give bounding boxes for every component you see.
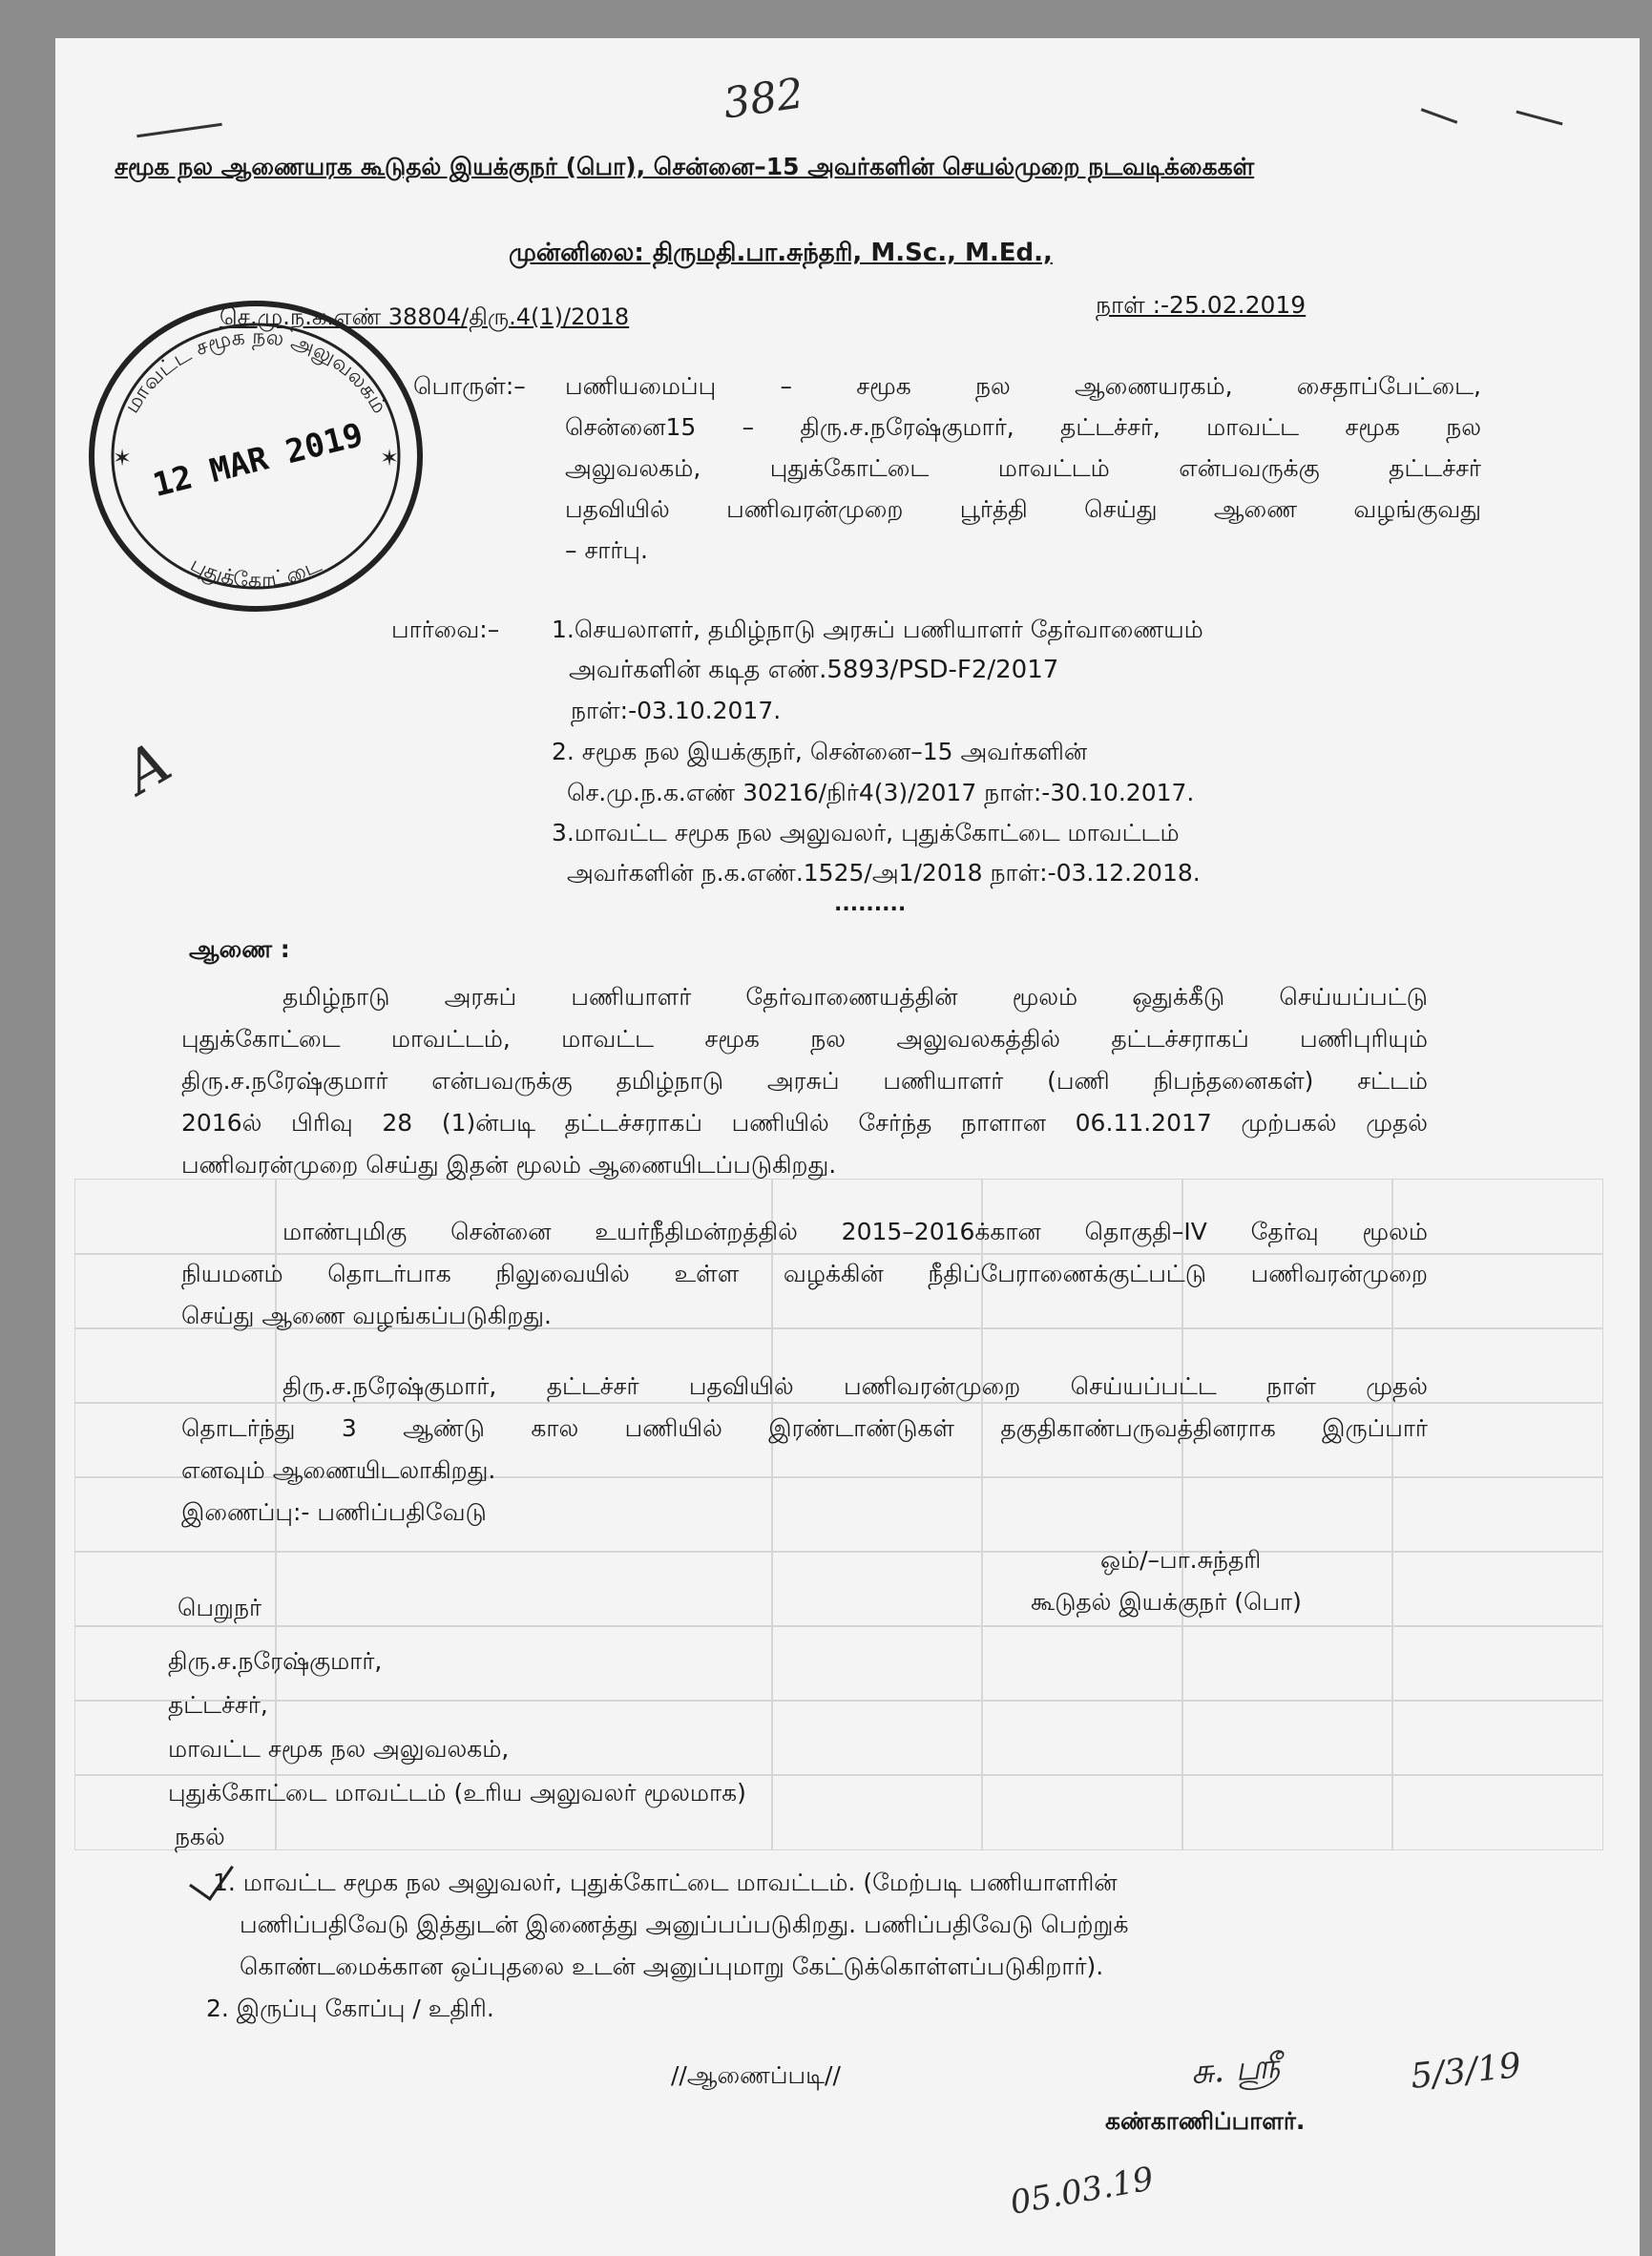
office-stamp <box>65 275 447 637</box>
copy-line: பணிப்பதிவேடு இத்துடன் இணைத்து அனுப்பப்படுகிறது. பணிப்பதிவேடு பெற்றுக் <box>240 1911 1129 1938</box>
order-paragraph-1-line: திரு.ச.நரேஷ்குமார் என்பவருக்கு தமிழ்நாடு அரசுப் பணியாளர் (பணி நிபந்தனைகள்) சட்டம் <box>181 1067 1428 1095</box>
scan-mark <box>1516 111 1562 126</box>
reference-label: பார்வை:– <box>391 616 500 643</box>
handwritten-initials: சு. ஸ்ரீ <box>1189 2046 1282 2093</box>
stamp-date: 12 MAR 2019 <box>149 415 367 505</box>
reference-line: அவர்களின் கடித எண்.5893/PSD-F2/2017 <box>569 656 1059 684</box>
signature-name: ஒம்/–பா.சுந்தரி <box>1100 1546 1262 1574</box>
signature-designation: கூடுதல் இயக்குநர் (பொ) <box>1031 1588 1302 1616</box>
margin-mark: A <box>113 728 182 808</box>
handwritten-date: 5/3/19 <box>1409 2046 1523 2097</box>
reference-line: அவர்களின் ந.க.எண்.1525/அ1/2018 நாள்:-03.12.2018. <box>567 859 1201 887</box>
stamp-top-text: மாவட்ட சமூக நல அலுவலகம் <box>119 324 392 418</box>
copy-line: 1. மாவட்ட சமூக நல அலுவலர், புதுக்கோட்டை மாவட்டம். (மேற்படி பணியாளரின் <box>213 1869 1118 1896</box>
order-paragraph-2-line: செய்து ஆணை வழங்கப்படுகிறது. <box>181 1302 552 1329</box>
order-paragraph-1-line: தமிழ்நாடு அரசுப் பணியாளர் தேர்வாணையத்தின் மூலம் ஒதுக்கீடு செய்யப்பட்டு <box>282 983 1428 1011</box>
recipient-line: மாவட்ட சமூக நல அலுவலகம், <box>168 1735 510 1763</box>
subject-label: பொருள்:– <box>413 372 526 400</box>
stamp-bottom-text: புதுக்கோட்டை <box>186 553 325 594</box>
recipient-line: திரு.ச.நரேஷ்குமார், <box>168 1647 383 1675</box>
reference-separator: ......... <box>834 892 907 916</box>
superintendent-label: கண்காணிப்பாளர். <box>1105 2107 1306 2135</box>
true-copy-mark: //ஆணைப்படி// <box>671 2061 841 2089</box>
recipient-line: புதுக்கோட்டை மாவட்டம் (உரிய அலுவலர் மூலமாக) <box>168 1779 746 1807</box>
presence-line: முன்னிலை: திருமதி.பா.சுந்தரி, M.Sc., M.Ed., <box>509 239 1053 267</box>
handwritten-date-2: 05.03.19 <box>1007 2160 1157 2223</box>
order-paragraph-1-line: புதுக்கோட்டை மாவட்டம், மாவட்ட சமூக நல அலுவலகத்தில் தட்டச்சராகப் பணிபுரியும் <box>181 1025 1428 1053</box>
page-number: 382 <box>720 69 807 129</box>
reference-line: நாள்:-03.10.2017. <box>571 697 782 724</box>
document-sheet <box>55 38 1640 2256</box>
subject-line: சென்னை15 – திரு.ச.நரேஷ்குமார், தட்டச்சர், மாவட்ட சமூக நல <box>565 413 1481 441</box>
svg-text:✶: ✶ <box>380 445 400 471</box>
copy-line: 2. இருப்பு கோப்பு / உதிரி. <box>206 1995 494 2022</box>
order-paragraph-2-line: நியமனம் தொடர்பாக நிலுவையில் உள்ள வழக்கின் நீதிப்பேராணைக்குட்பட்டு பணிவரன்முறை <box>181 1260 1428 1287</box>
order-paragraph-3-line: எனவும் ஆணையிடலாகிறது. <box>181 1456 496 1484</box>
copy-line: கொண்டமைக்கான ஒப்புதலை உடன் அனுப்புமாறு கேட்டுக்கொள்ளப்படுகிறார்). <box>240 1953 1104 1980</box>
reference-line: 1.செயலாளர், தமிழ்நாடு அரசுப் பணியாளர் தேர்வாணையம் <box>552 616 1203 643</box>
scan-mark <box>1421 108 1458 123</box>
order-paragraph-3-line: திரு.ச.நரேஷ்குமார், தட்டச்சர் பதவியில் பணிவரன்முறை செய்யப்பட்ட நாள் முதல் <box>282 1372 1428 1400</box>
copy-label: நகல் <box>175 1823 225 1850</box>
order-label: ஆணை : <box>189 935 290 963</box>
subject-line: அலுவலகம், புதுக்கோட்டை மாவட்டம் என்பவருக்கு தட்டச்சர் <box>565 454 1481 482</box>
subject-line: பதவியில் பணிவரன்முறை பூர்த்தி செய்து ஆணை வழங்குவது <box>565 495 1481 523</box>
recipient-label: பெறுநர் <box>178 1594 262 1621</box>
order-paragraph-3-line: தொடர்ந்து 3 ஆண்டு கால பணியில் இரண்டாண்டுகள் தகுதிகாண்பருவத்தினராக இருப்பார் <box>181 1414 1428 1442</box>
subject-line: – சார்பு. <box>565 536 648 564</box>
scan-mark <box>136 123 222 137</box>
reference-number: செ.மு.ந.க.எண் 38804/திரு.4(1)/2018 <box>220 303 630 330</box>
document-date: நாள் :-25.02.2019 <box>1096 291 1307 319</box>
reference-line: 3.மாவட்ட சமூக நல அலுவலர், புதுக்கோட்டை மாவட்டம் <box>552 819 1180 846</box>
recipient-line: தட்டச்சர், <box>168 1691 268 1719</box>
document-heading: சமூக நல ஆணையரக கூடுதல் இயக்குநர் (பொ), சென்னை–15 அவர்களின் செயல்முறை நடவடிக்கைகள் <box>115 153 1255 180</box>
enclosure: இணைப்பு:- பணிப்பதிவேடு <box>181 1498 487 1526</box>
order-paragraph-1-line: 2016ல் பிரிவு 28 (1)ன்படி தட்டச்சராகப் பணியில் சேர்ந்த நாளான 06.11.2017 முற்பகல் முதல் <box>181 1109 1428 1137</box>
subject-line: பணியமைப்பு – சமூக நல ஆணையரகம், சைதாப்பேட்டை, <box>565 372 1481 400</box>
reference-line: செ.மு.ந.க.எண் 30216/நிர்4(3)/2017 நாள்:-30.10.2017. <box>567 779 1195 806</box>
order-paragraph-1-line: பணிவரன்முறை செய்து இதன் மூலம் ஆணையிடப்படுகிறது. <box>181 1151 837 1179</box>
svg-text:✶: ✶ <box>113 445 133 471</box>
reference-line: 2. சமூக நல இயக்குநர், சென்னை–15 அவர்களின் <box>552 738 1088 765</box>
order-paragraph-2-line: மாண்புமிகு சென்னை உயர்நீதிமன்றத்தில் 2015–2016க்கான தொகுதி–IV தேர்வு மூலம் <box>282 1218 1428 1245</box>
